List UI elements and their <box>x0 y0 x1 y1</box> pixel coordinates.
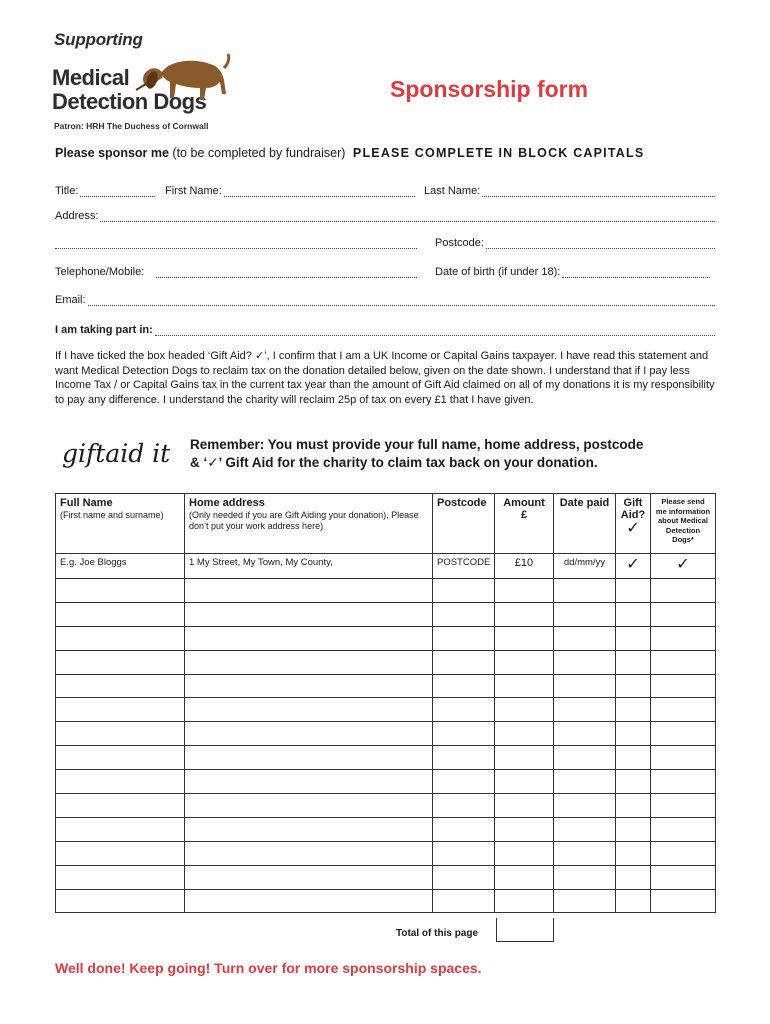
cell-date-paid[interactable] <box>554 746 616 770</box>
cell-info[interactable] <box>651 770 716 794</box>
cell-postcode[interactable] <box>433 650 495 674</box>
title-field[interactable] <box>55 181 155 197</box>
cell-full-name[interactable] <box>56 770 185 794</box>
table-row <box>56 889 716 913</box>
cell-postcode[interactable] <box>433 865 495 889</box>
form-title: Sponsorship form <box>390 76 589 102</box>
example-gift-aid <box>616 554 651 579</box>
cell-info[interactable] <box>651 674 716 698</box>
total-label: Total of this page <box>396 928 479 939</box>
taking-part-label: I am taking part in: <box>55 324 153 336</box>
dog-icon <box>132 42 232 112</box>
header-full-name <box>56 494 185 554</box>
table-row <box>56 746 716 770</box>
cell-full-name[interactable] <box>56 865 185 889</box>
cell-home-address[interactable] <box>185 794 433 818</box>
example-amount: £10 <box>495 554 554 579</box>
intro-lead: Please sponsor me <box>55 146 169 160</box>
reminder-line1: Remember: You must provide your full name, home address, postcode <box>190 437 644 452</box>
cell-postcode[interactable] <box>433 794 495 818</box>
cell-full-name[interactable] <box>56 602 185 626</box>
cell-amount[interactable] <box>495 841 554 865</box>
cell-postcode[interactable] <box>433 722 495 746</box>
cell-postcode[interactable] <box>433 602 495 626</box>
address-label: Address: <box>55 210 99 222</box>
taking-part-field[interactable] <box>55 320 715 336</box>
cell-postcode[interactable] <box>433 841 495 865</box>
title-label: Title: <box>55 185 79 197</box>
header-full-name-sub: (First name and surname) <box>60 510 164 520</box>
cell-amount[interactable] <box>495 602 554 626</box>
cell-home-address[interactable] <box>185 579 433 603</box>
cell-info[interactable] <box>651 817 716 841</box>
cell-postcode[interactable] <box>433 674 495 698</box>
cell-gift-aid[interactable] <box>616 674 651 698</box>
cell-postcode[interactable] <box>433 698 495 722</box>
cell-postcode[interactable] <box>433 579 495 603</box>
table-row <box>56 698 716 722</box>
cell-info[interactable] <box>651 626 716 650</box>
table-row <box>56 770 716 794</box>
cell-home-address[interactable] <box>185 698 433 722</box>
cell-gift-aid[interactable] <box>616 841 651 865</box>
table-row <box>56 817 716 841</box>
table-row <box>56 626 716 650</box>
tick-icon: ✓ <box>626 520 640 537</box>
cell-date-paid[interactable] <box>554 865 616 889</box>
cell-gift-aid[interactable] <box>616 889 651 913</box>
intro-line <box>55 146 644 160</box>
cell-gift-aid[interactable] <box>616 770 651 794</box>
event-row <box>55 320 715 338</box>
cell-home-address[interactable] <box>185 770 433 794</box>
cell-full-name[interactable] <box>56 841 185 865</box>
cell-info[interactable] <box>651 865 716 889</box>
giftaid-logo <box>60 434 178 478</box>
cell-gift-aid[interactable] <box>616 602 651 626</box>
header-info-label: Please send me information about Medical Detection Dogs* <box>655 497 711 544</box>
header-postcode <box>433 494 495 554</box>
cell-home-address[interactable] <box>185 626 433 650</box>
cell-home-address[interactable] <box>185 841 433 865</box>
name-row <box>55 181 715 199</box>
cell-info[interactable] <box>651 722 716 746</box>
tick-icon: ✓ <box>626 556 640 573</box>
dob-label: Date of birth (if under 18): <box>435 266 561 278</box>
cell-amount[interactable] <box>495 698 554 722</box>
cell-info[interactable] <box>651 602 716 626</box>
cell-home-address[interactable] <box>185 746 433 770</box>
footer-note: Well done! Keep going! Turn over for more sponsorship spaces. <box>55 960 482 976</box>
table-row <box>56 579 716 603</box>
cell-gift-aid[interactable] <box>616 794 651 818</box>
cell-postcode[interactable] <box>433 746 495 770</box>
first-name-label: First Name: <box>165 185 222 197</box>
cell-amount[interactable] <box>495 746 554 770</box>
title-line[interactable] <box>80 185 155 197</box>
header-home-address <box>185 494 433 554</box>
cell-info[interactable] <box>651 889 716 913</box>
example-date-paid: dd/mm/yy <box>554 554 616 579</box>
telephone-line[interactable] <box>156 266 417 278</box>
table-row <box>56 865 716 889</box>
cell-date-paid[interactable] <box>554 602 616 626</box>
giftaid-logo-text: giftaid it <box>62 439 171 468</box>
table-row <box>56 602 716 626</box>
cell-home-address[interactable] <box>185 889 433 913</box>
header-home-address-sub: (Only needed if you are Gift Aiding your donation), Please don’t put your work address here) <box>189 510 419 531</box>
telephone-label: Telephone/Mobile: <box>55 266 145 278</box>
cell-gift-aid[interactable] <box>616 698 651 722</box>
cell-home-address[interactable] <box>185 817 433 841</box>
example-full-name: E.g. Joe Bloggs <box>56 554 185 579</box>
cell-date-paid[interactable] <box>554 770 616 794</box>
first-name-field[interactable] <box>165 181 415 197</box>
cell-date-paid[interactable] <box>554 817 616 841</box>
address2-field[interactable] <box>55 233 417 249</box>
header-amount <box>495 494 554 554</box>
cell-gift-aid[interactable] <box>616 579 651 603</box>
address-row <box>55 206 715 224</box>
cell-full-name[interactable] <box>56 698 185 722</box>
email-label: Email: <box>55 294 86 306</box>
header-full-name-label: Full Name <box>60 497 113 509</box>
intro-caps: PLEASE COMPLETE IN BLOCK CAPITALS <box>352 146 645 160</box>
table-row <box>56 674 716 698</box>
total-row <box>396 918 556 943</box>
cell-home-address[interactable] <box>185 650 433 674</box>
address2-row <box>55 233 715 251</box>
last-name-line[interactable] <box>482 185 715 197</box>
last-name-label: Last Name: <box>424 185 481 197</box>
example-row <box>56 554 716 579</box>
cell-full-name[interactable] <box>56 626 185 650</box>
cell-full-name[interactable] <box>56 889 185 913</box>
org-name-line2: Detection Dogs <box>52 89 207 114</box>
dob-field[interactable] <box>435 262 710 278</box>
cell-gift-aid[interactable] <box>616 626 651 650</box>
cell-amount[interactable] <box>495 889 554 913</box>
cell-full-name[interactable] <box>56 650 185 674</box>
cell-date-paid[interactable] <box>554 889 616 913</box>
cell-home-address[interactable] <box>185 722 433 746</box>
cell-info[interactable] <box>651 650 716 674</box>
cell-info[interactable] <box>651 841 716 865</box>
cell-amount[interactable] <box>495 674 554 698</box>
cell-amount[interactable] <box>495 865 554 889</box>
header-gift-aid <box>616 494 651 554</box>
table-row <box>56 722 716 746</box>
address2-line[interactable] <box>55 237 417 249</box>
cell-full-name[interactable] <box>56 674 185 698</box>
org-name-line1: Medical <box>52 65 130 90</box>
cell-amount[interactable] <box>495 579 554 603</box>
cell-gift-aid[interactable] <box>616 722 651 746</box>
cell-full-name[interactable] <box>56 579 185 603</box>
cell-date-paid[interactable] <box>554 794 616 818</box>
first-name-line[interactable] <box>224 185 415 197</box>
email-field[interactable] <box>55 290 715 306</box>
postcode-label: Postcode: <box>435 237 484 249</box>
address-field[interactable] <box>55 206 715 222</box>
example-info <box>651 554 716 579</box>
email-row <box>55 290 715 308</box>
header-date-paid-label: Date paid <box>559 497 610 509</box>
header-amount-label: Amount £ <box>503 497 545 521</box>
telephone-field[interactable] <box>55 262 417 278</box>
last-name-field[interactable] <box>424 181 715 197</box>
header-home-address-label: Home address <box>189 497 265 509</box>
gift-aid-reminder <box>190 436 710 472</box>
example-home-address: 1 My Street, My Town, My County, <box>185 554 433 579</box>
cell-home-address[interactable] <box>185 602 433 626</box>
cell-full-name[interactable] <box>56 817 185 841</box>
cell-date-paid[interactable] <box>554 841 616 865</box>
cell-gift-aid[interactable] <box>616 865 651 889</box>
cell-postcode[interactable] <box>433 889 495 913</box>
cell-amount[interactable] <box>495 626 554 650</box>
cell-amount[interactable] <box>495 722 554 746</box>
cell-amount[interactable] <box>495 817 554 841</box>
table-row <box>56 794 716 818</box>
phone-row <box>55 262 715 280</box>
header <box>52 26 732 134</box>
cell-info[interactable] <box>651 698 716 722</box>
header-postcode-label: Postcode <box>437 497 487 509</box>
cell-amount[interactable] <box>495 650 554 674</box>
supporting-label: Supporting <box>54 30 143 49</box>
sponsorship-table <box>55 493 716 913</box>
cell-info[interactable] <box>651 579 716 603</box>
cell-info[interactable] <box>651 794 716 818</box>
cell-full-name[interactable] <box>56 722 185 746</box>
cell-full-name[interactable] <box>56 794 185 818</box>
cell-date-paid[interactable] <box>554 579 616 603</box>
cell-home-address[interactable] <box>185 865 433 889</box>
address-line[interactable] <box>100 210 715 222</box>
example-postcode: POSTCODE <box>433 554 495 579</box>
cell-amount[interactable] <box>495 770 554 794</box>
cell-date-paid[interactable] <box>554 698 616 722</box>
cell-gift-aid[interactable] <box>616 650 651 674</box>
cell-date-paid[interactable] <box>554 626 616 650</box>
postcode-field[interactable] <box>435 233 715 249</box>
cell-date-paid[interactable] <box>554 650 616 674</box>
total-input[interactable] <box>496 918 554 942</box>
cell-postcode[interactable] <box>433 626 495 650</box>
header-date-paid <box>554 494 616 554</box>
cell-postcode[interactable] <box>433 817 495 841</box>
taking-part-line[interactable] <box>155 324 715 336</box>
table-row <box>56 650 716 674</box>
cell-postcode[interactable] <box>433 770 495 794</box>
header-gift-aid-label: Gift Aid? <box>620 497 646 521</box>
reminder-line2: & ‘✓’ Gift Aid for the charity to claim tax back on your donation. <box>190 455 598 470</box>
cell-date-paid[interactable] <box>554 674 616 698</box>
table-header-row <box>56 494 716 554</box>
cell-info[interactable] <box>651 746 716 770</box>
cell-date-paid[interactable] <box>554 722 616 746</box>
dob-line[interactable] <box>562 266 710 278</box>
gift-aid-declaration: If I have ticked the box headed ‘Gift Aid? ✓’, I confirm that I am a UK Income or Capital Gains taxpayer. I have read this statement and want Medical Detection Dogs to reclaim tax on the donation detailed below, given on the date shown. I understand that if I pay less Income Tax / or Capital Gains tax in the current tax year than the amount of Gift Aid claimed on all of my donations it is my responsibility to pay any difference. I understand the charity will reclaim 25p of tax on every £1 that I have given. <box>55 350 715 406</box>
patron-text: Patron: HRH The Duchess of Cornwall <box>54 121 209 131</box>
intro-note: (to be completed by fundraiser) <box>168 146 349 160</box>
table-row <box>56 841 716 865</box>
cell-gift-aid[interactable] <box>616 746 651 770</box>
cell-home-address[interactable] <box>185 674 433 698</box>
postcode-line[interactable] <box>486 237 715 249</box>
cell-amount[interactable] <box>495 794 554 818</box>
header-info <box>651 494 716 554</box>
cell-gift-aid[interactable] <box>616 817 651 841</box>
email-line[interactable] <box>88 294 715 306</box>
tick-icon: ✓ <box>676 556 690 573</box>
cell-full-name[interactable] <box>56 746 185 770</box>
